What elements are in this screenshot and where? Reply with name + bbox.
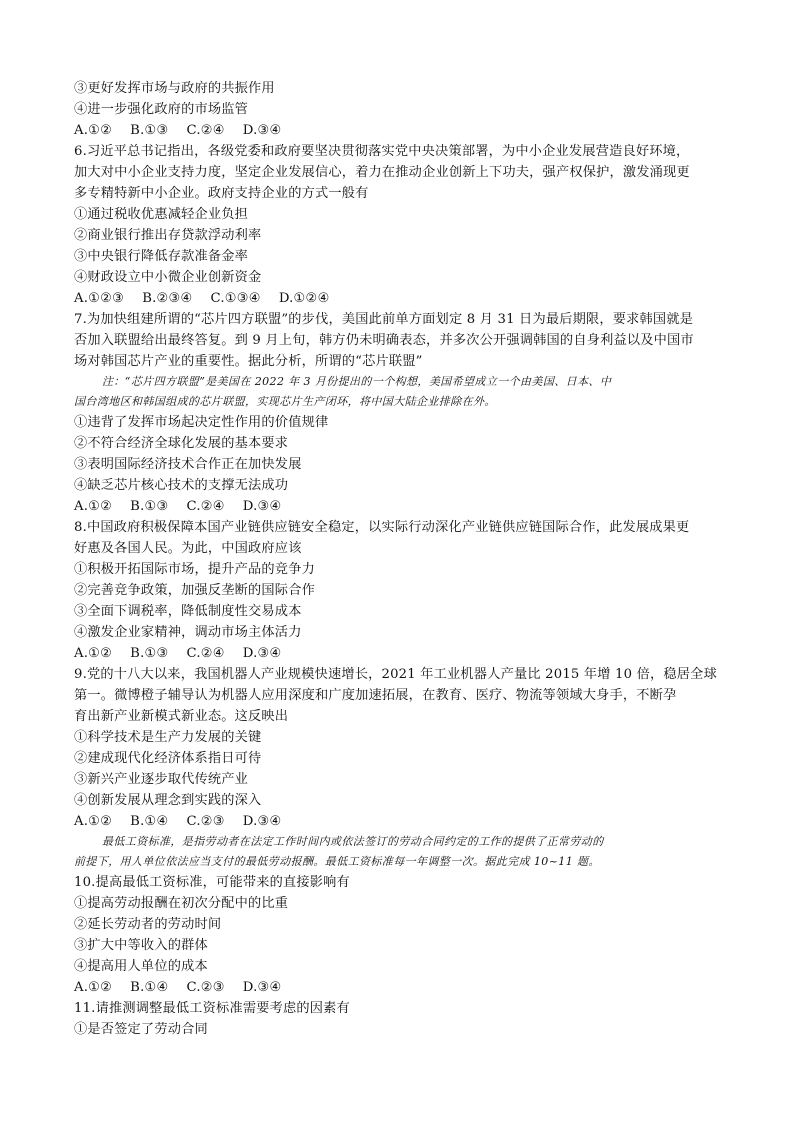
option-c: C.②④ — [186, 123, 225, 138]
answer-options — [74, 977, 722, 998]
answer-options — [74, 643, 722, 664]
option-b: B.①③ — [130, 123, 169, 138]
material-text: 最低工资标准，是指劳动者在法定工作时间内或依法签订的劳动合同约定的工作的提供了正常劳动的 — [102, 835, 604, 848]
option-a: A.①② — [74, 814, 113, 829]
list-item: ②延长劳动者的劳动时间 — [74, 917, 222, 932]
list-item: ①提高劳动报酬在初次分配中的比重 — [74, 896, 289, 911]
list-item: ③中央银行降低存款准备金率 — [74, 249, 249, 264]
option-d: D.③④ — [242, 123, 282, 138]
option-d: D.③④ — [242, 646, 282, 661]
option-a: A.①②③ — [74, 291, 125, 306]
option-a: A.①② — [74, 646, 113, 661]
option-b: B.①③ — [130, 499, 169, 514]
question-text: 第一。微博橙子辅导认为机器人应用深度和广度加速拓展，在教育、医疗、物流等领域大身手，不断孕 — [74, 688, 677, 703]
option-a: A.①② — [74, 980, 113, 995]
question-text: 加大对中小企业支持力度，坚定企业发展信心，着力在推动企业创新上下功夫，强产权保护，激发涌现更 — [74, 165, 690, 180]
list-item: ①是否签定了劳动合同 — [74, 1022, 208, 1037]
list-item: ③扩大中等收入的群体 — [74, 938, 208, 953]
option-b: B.①③ — [130, 646, 169, 661]
question-text: 好惠及各国人民。为此，中国政府应该 — [74, 541, 302, 556]
list-item: ②建成现代化经济体系指日可待 — [74, 751, 262, 766]
list-item: ②完善竞争政策，加强反垄断的国际合作 — [74, 583, 315, 598]
option-b: B.①④ — [130, 980, 169, 995]
list-item: ②不符合经济全球化发展的基本要求 — [74, 436, 289, 451]
list-item: ①通过税收优惠减轻企业负担 — [74, 207, 249, 222]
question-text: 多专精特新中小企业。政府支持企业的方式一般有 — [74, 186, 369, 201]
list-item: ④创新发展从理念到实践的深入 — [74, 793, 262, 808]
list-item: ③表明国际经济技术合作正在加快发展 — [74, 457, 302, 472]
option-c: C.②③ — [186, 980, 225, 995]
question-text: 否加入联盟给出最终答复。到 9 月上旬，韩方仍未明确表态，并多次公开强调韩国的自身利益以及中国市 — [74, 333, 694, 348]
list-item: ③全面下调税率，降低制度性交易成本 — [74, 604, 302, 619]
note-text: 注：“芯片四方联盟”是美国在 2022 年 3 月份提出的一个构想，美国希望成立一个由美国、日本、中 — [102, 375, 612, 388]
option-d: D.③④ — [242, 499, 282, 514]
answer-options — [74, 288, 722, 309]
list-item: ①科学技术是生产力发展的关键 — [74, 730, 262, 745]
list-item: ③新兴产业逐步取代传统产业 — [74, 772, 249, 787]
material-text: 前提下，用人单位依法应当支付的最低劳动报酬。最低工资标准每一年调整一次。据此完成 10~11 题。 — [74, 855, 600, 868]
option-a: A.①② — [74, 123, 113, 138]
option-c: C.①③④ — [210, 291, 261, 306]
option-c: C.②④ — [186, 646, 225, 661]
option-d: D.①②④ — [278, 291, 330, 306]
option-c: C.②③ — [186, 814, 225, 829]
answer-options — [74, 811, 722, 832]
list-item: ④财政设立中小微企业创新资金 — [74, 270, 262, 285]
exam-page — [74, 78, 722, 1040]
option-c: C.②④ — [186, 499, 225, 514]
question-text: 6.习近平总书记指出，各级党委和政府要坚决贯彻落实党中央决策部署，为中小企业发展营造良好环境， — [74, 144, 690, 159]
list-item: ③更好发挥市场与政府的共振作用 — [74, 81, 275, 96]
option-d: D.③④ — [242, 980, 282, 995]
list-item: ①积极开拓国际市场，提升产品的竞争力 — [74, 562, 315, 577]
question-text: 11.请推测调整最低工资标准需要考虑的因素有 — [74, 1001, 350, 1016]
question-text: 育出新产业新模式新业态。这反映出 — [74, 709, 289, 724]
list-item: ④激发企业家精神，调动市场主体活力 — [74, 625, 302, 640]
question-text: 场对韩国芯片产业的重要性。据此分析，所谓的“芯片联盟” — [74, 354, 423, 369]
option-d: D.③④ — [242, 814, 282, 829]
question-text: 8.中国政府积极保障本国产业链供应链安全稳定，以实际行动深化产业链供应链国际合作，此发展成果更 — [74, 520, 690, 535]
list-item: ④缺乏芯片核心技术的支撑无法成功 — [74, 478, 289, 493]
note-text: 国台湾地区和韩国组成的芯片联盟，实现芯片生产闭环，将中国大陆企业排除在外。 — [74, 395, 496, 408]
question-text: 7.为加快组建所谓的“芯片四方联盟”的步伐，美国此前单方面划定 8 月 31 日为最后期限，要求韩国就是 — [74, 312, 694, 327]
list-item: ①违背了发挥市场起决定性作用的价值规律 — [74, 415, 329, 430]
option-b: B.②③④ — [142, 291, 193, 306]
question-text: 10.提高最低工资标准，可能带来的直接影响有 — [74, 875, 350, 890]
option-b: B.①④ — [130, 814, 169, 829]
list-item: ④提高用人单位的成本 — [74, 959, 208, 974]
option-a: A.①② — [74, 499, 113, 514]
answer-options — [74, 120, 722, 141]
answer-options — [74, 496, 722, 517]
question-text: 9.党的十八大以来，我国机器人产业规模快速增长，2021 年工业机器人产量比 2015 年增 10 倍，稳居全球 — [74, 667, 717, 682]
list-item: ②商业银行推出存贷款浮动利率 — [74, 228, 262, 243]
list-item: ④进一步强化政府的市场监管 — [74, 102, 249, 117]
